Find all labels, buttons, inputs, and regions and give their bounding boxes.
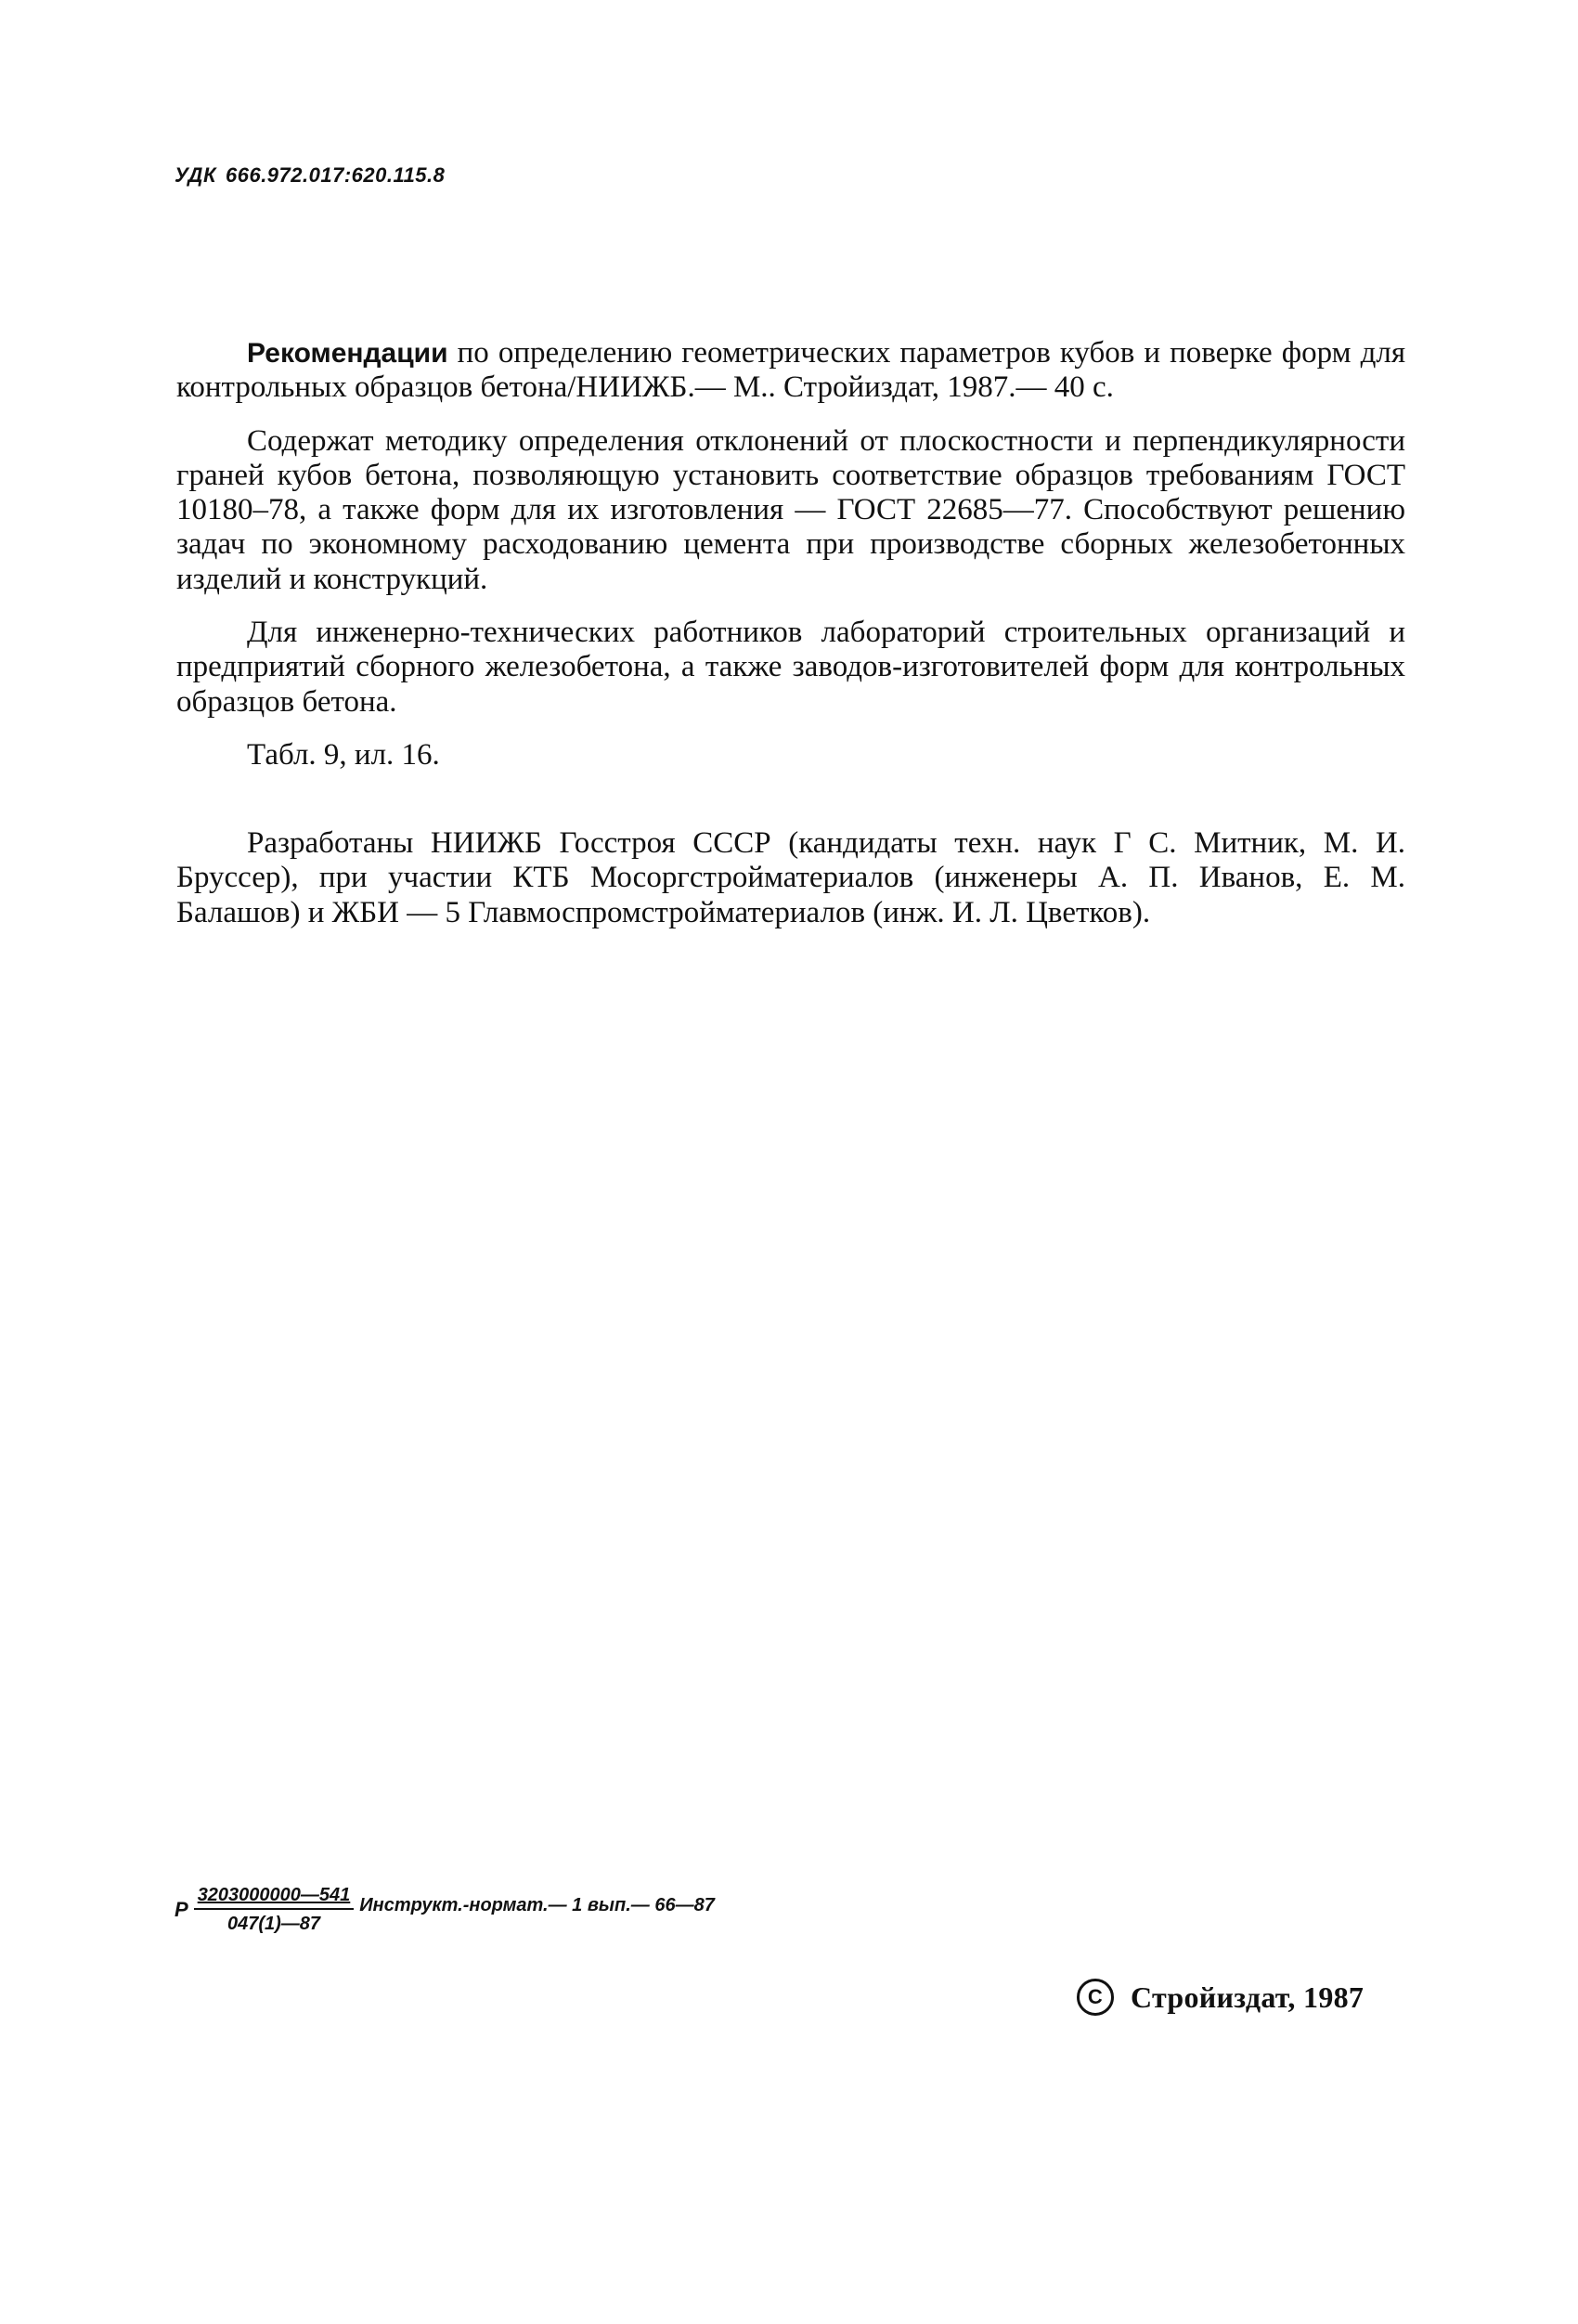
catalog-numerator: 3203000000—541: [194, 1885, 355, 1910]
annotation-title-rest: по определению геометрических параметров кубов и поверке форм для контрольных образцов бетона/НИИЖБ.— М.. Стройиздат, 1987.— 40 с.: [176, 336, 1406, 405]
catalog-index: [175, 1885, 715, 1935]
annotation-paragraph-1: Содержат методику определения отклонений от плоскостности и перпендикулярности граней кубов бетона, позволяющую установить соответствие образцов требованиям ГОСТ 10180–78, а также форм для их изготовления — ГОСТ 22685—77. Способствуют решению задач по экономному расходованию цемента при производстве сборных железобетонных изделий и конструкций.: [176, 423, 1405, 596]
annotation-title-bold: Рекомендации: [247, 338, 448, 369]
catalog-denominator: 047(1)—87: [226, 1914, 321, 1934]
annotation: [176, 336, 1405, 791]
annotation-title: [176, 336, 1405, 406]
catalog-suffix: Инструкт.-нормат.— 1 вып.— 66—87: [359, 1894, 715, 1915]
catalog-fraction: [194, 1885, 355, 1935]
developers: [176, 826, 1405, 930]
udk-code: [175, 163, 445, 188]
catalog-prefix: Р: [175, 1898, 188, 1921]
annotation-paragraph-2: Для инженерно-технических работников лабораторий строительных организаций и предприятий сборного железобетона, а также заводов-изготовителей форм для контрольных образцов бетона.: [176, 615, 1405, 719]
tables-illustrations: Табл. 9, ил. 16.: [247, 737, 440, 772]
copyright-text: Стройиздат, 1987: [1131, 1980, 1365, 2014]
developers-text: Разработаны НИИЖБ Госстроя СССР (кандидаты техн. наук Г С. Митник, М. И. Бруссер), при участии КТБ Мосоргстройматериалов (инженеры А. П. Иванов, Е. М. Балашов) и ЖБИ — 5 Главмоспромстройматериалов (инж. И. Л. Цветков).: [176, 826, 1405, 929]
copyright: [1077, 1979, 1364, 2016]
copyright-icon: С: [1077, 1979, 1114, 2016]
udk-label: УДК: [175, 163, 216, 187]
udk-value: 666.972.017:620.115.8: [225, 163, 446, 187]
